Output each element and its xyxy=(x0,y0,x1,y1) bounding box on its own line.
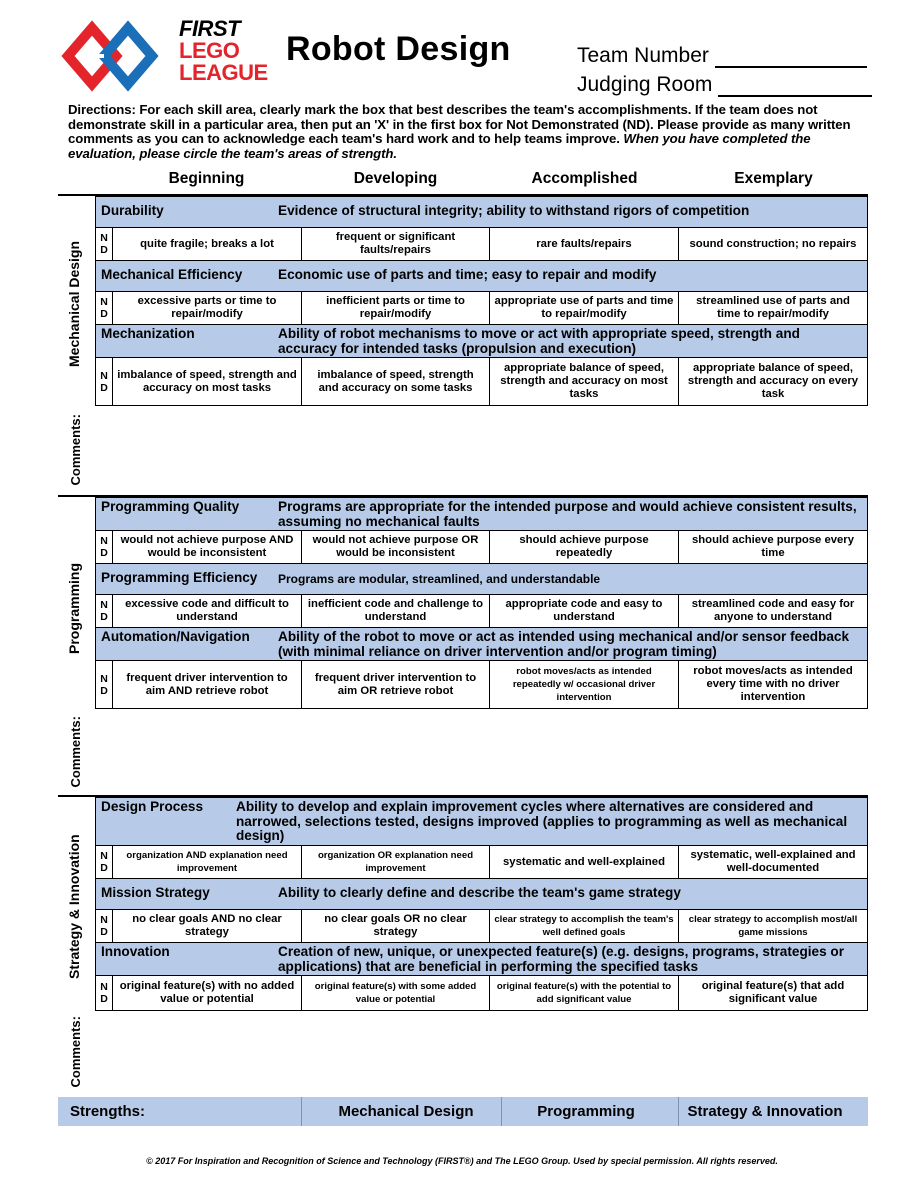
directions-italic: When you have completed the evaluation, please circle the team's areas of strength. xyxy=(68,131,811,161)
rubric-cell[interactable]: streamlined use of parts and time to repair/modify xyxy=(696,295,850,320)
rubric-cell[interactable]: imbalance of speed, strength and accuracy on some tasks xyxy=(302,358,490,405)
comments-label-mechanical: Comments: xyxy=(68,414,83,486)
rubric-cell[interactable]: rare faults/repairs xyxy=(490,228,679,260)
skill-desc: Ability to clearly define and describe the team's game strategy xyxy=(278,885,681,900)
nd-box[interactable]: N D xyxy=(96,661,113,708)
strength-mechanical-design[interactable]: Mechanical Design xyxy=(338,1103,474,1120)
rubric-cell[interactable]: imbalance of speed, strength and accuracy on most tasks xyxy=(113,358,302,405)
rubric-cell[interactable]: inefficient parts or time to repair/modify xyxy=(302,292,490,324)
skill-name: Programming Quality xyxy=(101,499,240,514)
skill-name: Automation/Navigation xyxy=(101,629,250,644)
skill-name: Innovation xyxy=(101,944,170,959)
rubric-programming xyxy=(95,497,868,709)
rubric-cell[interactable]: original feature(s) that add significant value xyxy=(701,980,845,1005)
rubric-cell[interactable]: sound construction; no repairs xyxy=(689,237,857,250)
rubric-cell[interactable]: streamlined code and easy for anyone to understand xyxy=(691,598,855,623)
skill-desc: Programs are appropriate for the intended purpose and would achieve consistent results, assuming no mechanical faults xyxy=(278,499,857,529)
skill-name: Design Process xyxy=(101,799,203,814)
skill-name: Mechanization xyxy=(101,326,195,341)
comments-label-programming: Comments: xyxy=(68,716,83,788)
skill-header-mission-strategy xyxy=(96,879,867,910)
skill-header-design-process xyxy=(96,798,867,846)
rubric-cell[interactable]: would not achieve purpose AND would be inconsistent xyxy=(113,531,302,563)
nd-box[interactable]: N D xyxy=(96,531,113,563)
team-number-blank[interactable] xyxy=(715,48,867,68)
skill-header-programming-quality xyxy=(96,498,867,531)
page-title: Robot Design xyxy=(286,30,511,68)
level-beginning: Beginning xyxy=(168,170,245,187)
skill-header-automation-navigation xyxy=(96,628,867,661)
divider xyxy=(301,1097,302,1126)
rubric-cell[interactable]: excessive code and difficult to understand xyxy=(113,595,302,627)
skill-row-design-process xyxy=(96,846,867,879)
level-exemplary: Exemplary xyxy=(734,170,813,187)
skill-row-mission-strategy xyxy=(96,910,867,943)
skill-desc: Ability of robot mechanisms to move or act with appropriate speed, strength and accuracy for intended tasks (propulsion and execution) xyxy=(278,326,800,356)
copyright-footer: © 2017 For Inspiration and Recognition of Science and Technology (FIRST®) and The LEGO Group. Used by special permission. All rights reserved. xyxy=(146,1156,778,1166)
rubric-strategy xyxy=(95,797,868,1011)
judging-room-label: Judging Room xyxy=(577,73,713,96)
skill-name: Mechanical Efficiency xyxy=(101,267,243,282)
level-developing: Developing xyxy=(353,170,438,187)
rubric-cell[interactable]: organization OR explanation need improvement xyxy=(302,846,490,878)
nd-box[interactable]: N D xyxy=(96,976,113,1010)
rubric-cell[interactable]: frequent driver intervention to aim OR retrieve robot xyxy=(302,661,490,708)
rubric-mechanical xyxy=(95,196,868,406)
rubric-cell[interactable]: clear strategy to accomplish the team's well defined goals xyxy=(490,910,679,942)
section-title-programming: Programming xyxy=(66,562,82,654)
team-number-field[interactable] xyxy=(577,44,867,68)
strength-programming[interactable]: Programming xyxy=(537,1103,635,1120)
skill-header-programming-efficiency xyxy=(96,564,867,595)
judging-room-blank[interactable] xyxy=(718,77,872,97)
rubric-cell[interactable]: original feature(s) with some added value or potential xyxy=(302,976,490,1010)
skill-desc: Ability of the robot to move or act as intended using mechanical and/or sensor feedback (with minimal reliance on driver intervention and/or program timing) xyxy=(278,629,850,659)
rubric-cell[interactable]: should achieve purpose repeatedly xyxy=(490,531,679,563)
nd-box[interactable]: N D xyxy=(96,292,113,324)
nd-box[interactable]: N D xyxy=(96,910,113,942)
skill-row-mechanization xyxy=(96,358,867,406)
team-number-label: Team Number xyxy=(577,44,709,67)
skill-desc: Creation of new, unique, or unexpected feature(s) (e.g. designs, programs, strategies or applications) that are beneficial in performing the specified tasks xyxy=(278,944,845,974)
comments-area-programming[interactable] xyxy=(95,712,868,792)
rubric-cell[interactable]: frequent or significant faults/repairs xyxy=(302,228,490,260)
skill-desc: Economic use of parts and time; easy to repair and modify xyxy=(278,267,657,282)
level-headers xyxy=(112,170,868,188)
nd-box[interactable]: N D xyxy=(96,846,113,878)
directions-text: Directions: For each skill area, clearly mark the box that best describes the team's accomplishments. If the team does not demonstrate skill in a particular area, then put an 'X' in the first box for Not Demonstrated (ND). Please provide as many written comments as you can to acknowledge each team's hard work and to help teams improve. xyxy=(68,102,851,147)
skill-name: Mission Strategy xyxy=(101,885,210,900)
rubric-cell[interactable]: robot moves/acts as intended repeatedly w/ occasional driver intervention xyxy=(490,661,679,708)
skill-header-innovation xyxy=(96,943,867,976)
rubric-cell[interactable]: organization AND explanation need improvement xyxy=(113,846,302,878)
skill-desc: Ability to develop and explain improvement cycles where alternatives are considered and narrowed, selections tested, designs improved (applies to programming as well as mechanical design) xyxy=(236,799,848,843)
rubric-cell[interactable]: appropriate code and easy to understand xyxy=(490,595,679,627)
rubric-cell[interactable]: no clear goals OR no clear strategy xyxy=(302,910,490,942)
strengths-bar xyxy=(58,1097,868,1126)
rubric-cell[interactable]: no clear goals AND no clear strategy xyxy=(113,910,302,942)
directions xyxy=(68,103,864,161)
skill-header-mechanical-efficiency xyxy=(96,261,867,292)
skill-header-mechanization xyxy=(96,325,867,358)
skill-name: Programming Efficiency xyxy=(101,570,258,585)
logo-league-text: LEAGUE xyxy=(179,60,268,85)
skill-row-innovation xyxy=(96,976,867,1011)
rubric-cell[interactable]: excessive parts or time to repair/modify xyxy=(113,292,302,324)
comments-area-mechanical[interactable] xyxy=(95,412,868,492)
skill-row-programming-quality xyxy=(96,531,867,564)
section-title-strategy: Strategy & Innovation xyxy=(66,834,82,980)
nd-box[interactable]: N D xyxy=(96,358,113,405)
skill-row-mechanical-efficiency xyxy=(96,292,867,325)
skill-name: Durability xyxy=(101,203,164,218)
level-accomplished: Accomplished xyxy=(531,170,638,187)
judging-room-field[interactable] xyxy=(577,73,872,97)
strengths-label: Strengths: xyxy=(70,1103,145,1120)
rubric-cell[interactable]: original feature(s) with the potential to add significant value xyxy=(490,976,679,1010)
nd-box[interactable]: N D xyxy=(96,228,113,260)
rubric-cell[interactable]: robot moves/acts as intended every time with no driver intervention xyxy=(693,665,853,703)
rubric-cell[interactable]: frequent driver intervention to aim AND retrieve robot xyxy=(113,661,302,708)
skill-row-programming-efficiency xyxy=(96,595,867,628)
rubric-cell[interactable]: original feature(s) with no added value or potential xyxy=(113,976,302,1010)
rubric-cell[interactable]: appropriate balance of speed, strength and accuracy on most tasks xyxy=(490,358,679,405)
rubric-cell[interactable]: appropriate balance of speed, strength and accuracy on every task xyxy=(687,362,859,400)
comments-area-strategy[interactable] xyxy=(95,1012,868,1094)
divider xyxy=(501,1097,502,1126)
skill-desc: Evidence of structural integrity; ability to withstand rigors of competition xyxy=(278,203,750,218)
rubric-cell[interactable]: would not achieve purpose OR would be inconsistent xyxy=(302,531,490,563)
rubric-cell[interactable]: inefficient code and challenge to understand xyxy=(302,595,490,627)
logo-lego-text: LEGO xyxy=(179,38,240,63)
skill-desc: Programs are modular, streamlined, and understandable xyxy=(278,572,601,586)
strength-strategy-innovation[interactable]: Strategy & Innovation xyxy=(687,1103,843,1120)
rubric-cell[interactable]: quite fragile; breaks a lot xyxy=(113,228,302,260)
rubric-cell[interactable]: should achieve purpose every time xyxy=(692,534,854,559)
skill-row-durability xyxy=(96,228,867,261)
divider xyxy=(678,1097,679,1126)
rubric-cell[interactable]: systematic, well-explained and well-documented xyxy=(690,849,856,874)
section-title-mechanical: Mechanical Design xyxy=(66,240,82,368)
rubric-cell[interactable]: systematic and well-explained xyxy=(490,846,679,878)
rubric-cell[interactable]: clear strategy to accomplish most/all game missions xyxy=(688,914,858,938)
first-lego-league-logo xyxy=(58,14,288,94)
comments-label-strategy: Comments: xyxy=(68,1016,83,1088)
skill-row-automation-navigation xyxy=(96,661,867,709)
logo-first-text: FIRST xyxy=(179,16,241,41)
skill-header-durability xyxy=(96,197,867,228)
rubric-cell[interactable]: appropriate use of parts and time to repair/modify xyxy=(490,292,679,324)
nd-box[interactable]: N D xyxy=(96,595,113,627)
